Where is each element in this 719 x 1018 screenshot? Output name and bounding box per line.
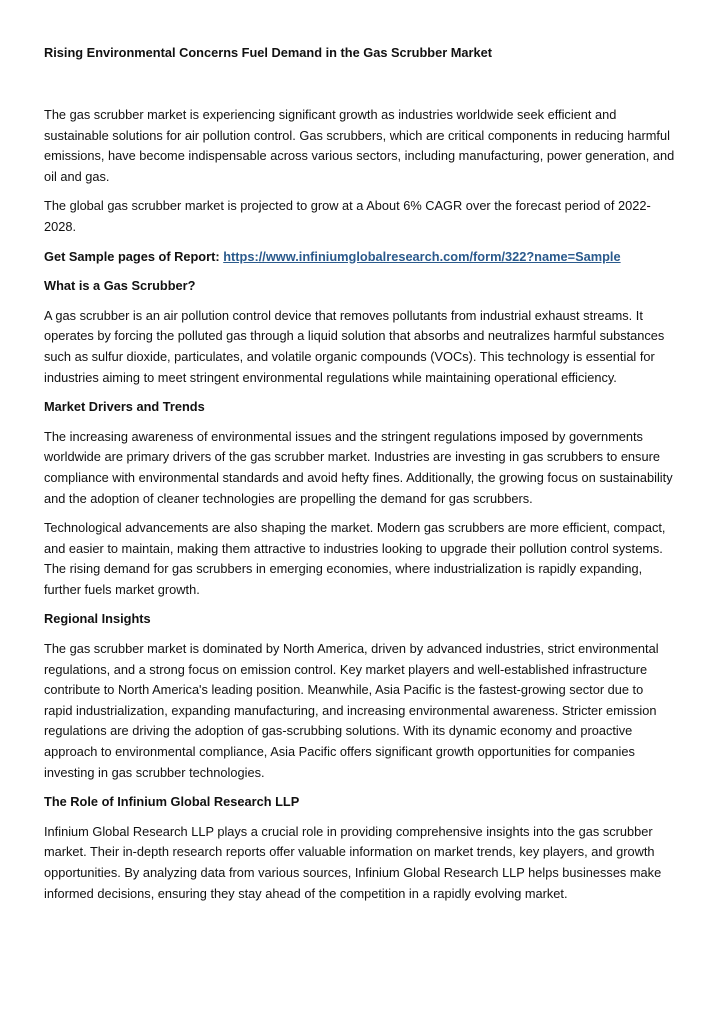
section-paragraph-drivers-1: The increasing awareness of environmental issues and the stringent regulations imposed by governments worldwide are primary drivers of the gas scrubber market. Industries are investing in gas scrubbers to ensure compliance with environmental standards and avoid hefty fines. Additionally, the growing focus on sustainability and the adoption of cleaner technologies are propelling the demand for gas scrubbers. [44, 428, 673, 506]
section-paragraph-drivers-2: Technological advancements are also shaping the market. Modern gas scrubbers are more efficient, compact, and easier to maintain, making them attractive to industries looking to upgrade their pollution control systems. The rising demand for gas scrubbers in emerging economies, where industrialization is rapidly expanding, further fuels market growth. [44, 520, 666, 597]
section-heading-what-is: What is a Gas Scrubber? [44, 278, 196, 294]
section-paragraph-role: Infinium Global Research LLP plays a crucial role in providing comprehensive insights into the gas scrubber market. Their in-depth research reports offer valuable information on market trends, key players, and growth opportunities. By analyzing data from various sources, Infinium Global Research LLP helps businesses make informed decisions, ensuring they stay ahead of the competition in a rapidly evolving market. [44, 823, 662, 901]
sample-report-line [44, 247, 675, 268]
section-heading-role: The Role of Infinium Global Research LLP [44, 794, 300, 810]
sample-report-link[interactable]: https://www.infiniumglobalresearch.com/form/322?name=Sample [223, 248, 621, 264]
section-paragraph-what-is: A gas scrubber is an air pollution control device that removes pollutants from industrial exhaust streams. It operates by forcing the polluted gas through a liquid solution that absorbs and neutralizes harmful substances such as sulfur dioxide, particulates, and volatile organic compounds (VOCs). This technology is essential for industries aiming to meet stringent environmental regulations while maintaining operational efficiency. [44, 307, 665, 385]
document-title: Rising Environmental Concerns Fuel Demand in the Gas Scrubber Market [44, 45, 492, 60]
intro-paragraph: The gas scrubber market is experiencing significant growth as industries worldwide seek efficient and sustainable solutions for air pollution control. Gas scrubbers, which are critical components in reducing harmful emissions, have become indispensable across various sectors, including manufacturing, power generation, and oil and gas. [44, 107, 675, 184]
section-heading-regional: Regional Insights [44, 611, 151, 627]
cagr-paragraph: The global gas scrubber market is projected to grow at a About 6% CAGR over the forecast period of 2022-2028. [44, 198, 651, 234]
section-paragraph-regional: The gas scrubber market is dominated by North America, driven by advanced industries, strict environmental regulations, and a strong focus on emission control. Key market players and well-established infrastructure contribute to North America's leading position. Meanwhile, Asia Pacific is the fastest-growing sector due to rapid industrialization, expanding manufacturing, and increasing environmental awareness. Stricter emission regulations are driving the adoption of gas-scrubbing solutions. With its dynamic economy and proactive approach to environmental compliance, Asia Pacific offers significant growth opportunities for companies investing in gas scrubber technologies. [44, 641, 659, 780]
sample-report-label: Get Sample pages of Report: [44, 248, 220, 264]
section-heading-drivers: Market Drivers and Trends [44, 399, 205, 415]
